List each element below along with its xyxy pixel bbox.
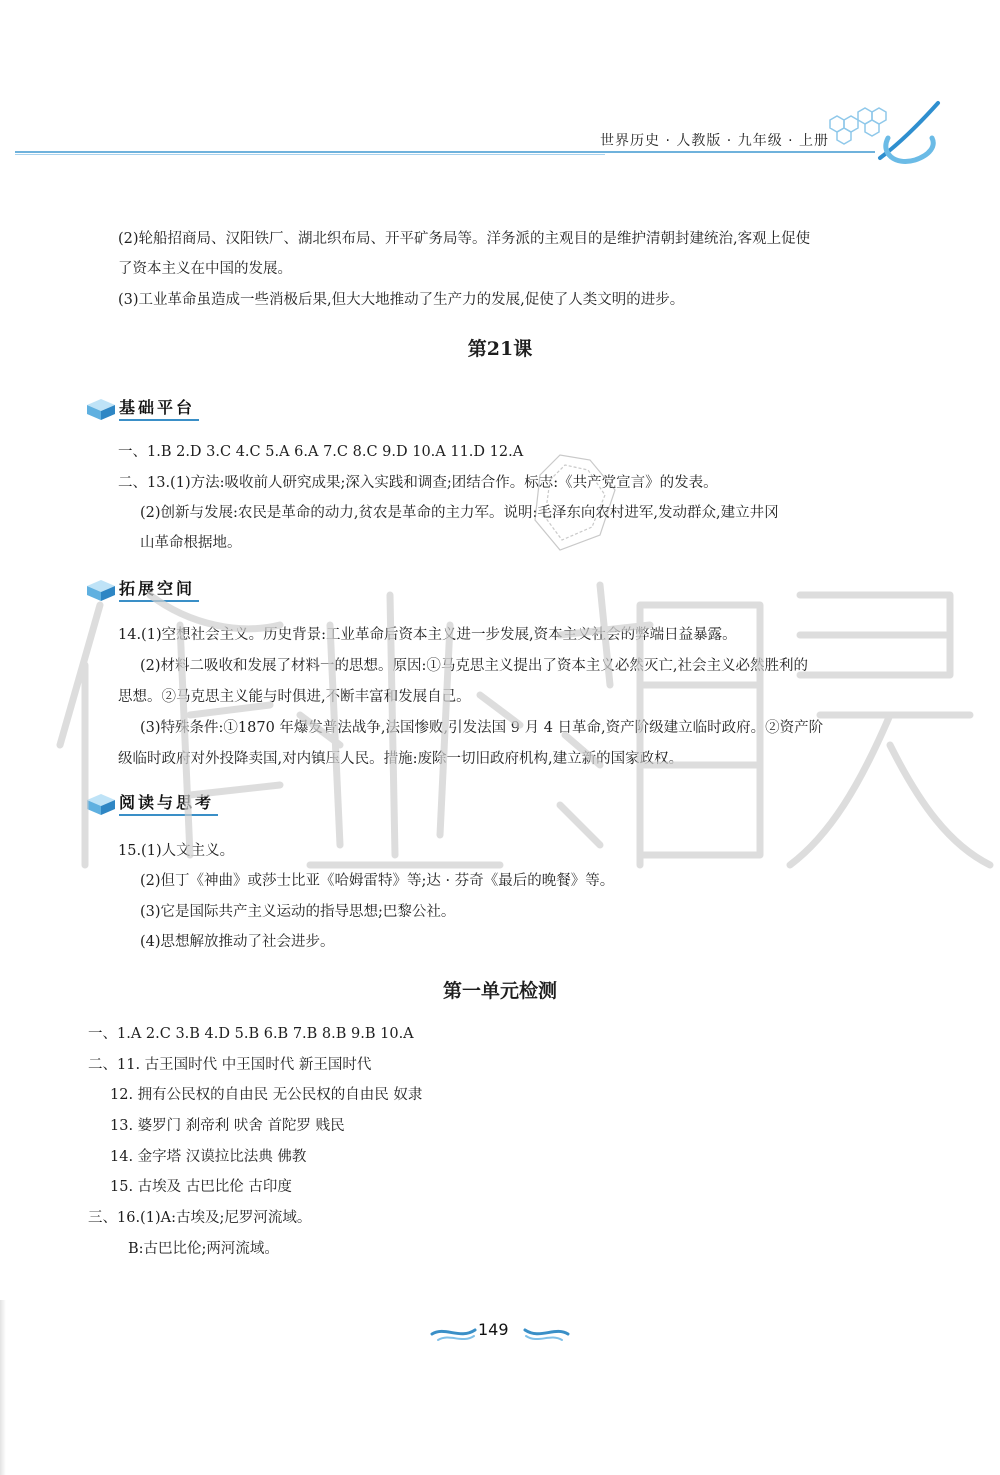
answer-line: 二、13.(1)方法:吸收前人研究成果;深入实践和调查;团结合作。标志:《共产党宣言》的发表。 bbox=[118, 475, 718, 491]
cube-icon bbox=[85, 578, 117, 602]
section-label: 拓展空间 bbox=[119, 576, 199, 602]
intro-line-3: (3)工业革命虽造成一些消极后果,但大大地推动了生产力的发展,促使了人类文明的进步。 bbox=[118, 292, 685, 308]
cube-icon bbox=[85, 792, 117, 816]
hexagon-swoosh-logo-icon bbox=[810, 98, 950, 173]
scan-edge-shadow bbox=[0, 1300, 6, 1475]
unit-answer-line: 13. 婆罗门 刹帝利 吠舍 首陀罗 贱民 bbox=[110, 1118, 345, 1134]
unit-answer-line: 12. 拥有公民权的自由民 无公民权的自由民 奴隶 bbox=[110, 1087, 423, 1103]
intro-line-2: 了资本主义在中国的发展。 bbox=[118, 261, 292, 277]
intro-line-1: (2)轮船招商局、汉阳铁厂、湖北织布局、开平矿务局等。洋务派的主观目的是维护清朝封建统治,客观上促使 bbox=[118, 231, 811, 247]
answer-line: (4)思想解放推动了社会进步。 bbox=[140, 934, 335, 950]
unit-answer-line: 二、11. 古王国时代 中王国时代 新王国时代 bbox=[88, 1057, 372, 1073]
cube-icon bbox=[85, 397, 117, 421]
answer-line: 14.(1)空想社会主义。历史背景:工业革命后资本主义进一步发展,资本主义社会的弊端日益暴露。 bbox=[118, 627, 737, 643]
answer-line: 一、1.B 2.D 3.C 4.C 5.A 6.A 7.C 8.C 9.D 10.A 11.D 12.A bbox=[118, 444, 524, 460]
unit-answer-line: 三、16.(1)A:古埃及;尼罗河流域。 bbox=[88, 1210, 312, 1226]
answer-line: (3)特殊条件:①1870 年爆发普法战争,法国惨败,引发法国 9 月 4 日革命,资产阶级建立临时政府。②资产阶 bbox=[140, 720, 824, 736]
section-label: 基础平台 bbox=[119, 395, 199, 421]
book-title: 世界历史 · 人教版 · 九年级 · 上册 bbox=[600, 133, 830, 149]
unit-answer-line: 一、1.A 2.C 3.B 4.D 5.B 6.B 7.B 8.B 9.B 10.A bbox=[88, 1026, 414, 1042]
lesson-title: 第21课 bbox=[467, 338, 533, 360]
unit-answer-line: B:古巴比伦;两河流域。 bbox=[128, 1241, 279, 1257]
unit-answer-line: 14. 金字塔 汉谟拉比法典 佛教 bbox=[110, 1149, 307, 1165]
stamp-watermark-icon bbox=[520, 445, 630, 565]
header-rule-thin bbox=[15, 154, 605, 155]
answer-line: (2)创新与发展:农民是革命的动力,贫农是革命的主力军。说明:毛泽东向农村进军,发动群众,建立井冈 bbox=[140, 505, 779, 521]
answer-line: 15.(1)人文主义。 bbox=[118, 843, 235, 859]
answer-line: 思想。②马克思主义能与时俱进,不断丰富和发展自己。 bbox=[118, 689, 471, 705]
answer-line: 山革命根据地。 bbox=[140, 535, 242, 551]
unit-answer-line: 15. 古埃及 古巴比伦 古印度 bbox=[110, 1179, 292, 1195]
page-number: 149 bbox=[478, 1320, 509, 1339]
header-rule bbox=[15, 151, 875, 153]
answer-line: 级临时政府对外投降卖国,对内镇压人民。措施:废除一切旧政府机构,建立新的国家政权。 bbox=[118, 751, 684, 767]
section-label: 阅读与思考 bbox=[119, 790, 218, 816]
unit-test-title: 第一单元检测 bbox=[442, 980, 557, 1002]
answer-line: (2)材料二吸收和发展了材料一的思想。原因:①马克思主义提出了资本主义必然灭亡,社会主义必然胜利的 bbox=[140, 658, 809, 674]
answer-line: (3)它是国际共产主义运动的指导思想;巴黎公社。 bbox=[140, 904, 456, 920]
answer-line: (2)但丁《神曲》或莎士比亚《哈姆雷特》等;达 · 芬奇《最后的晚餐》等。 bbox=[140, 873, 615, 889]
